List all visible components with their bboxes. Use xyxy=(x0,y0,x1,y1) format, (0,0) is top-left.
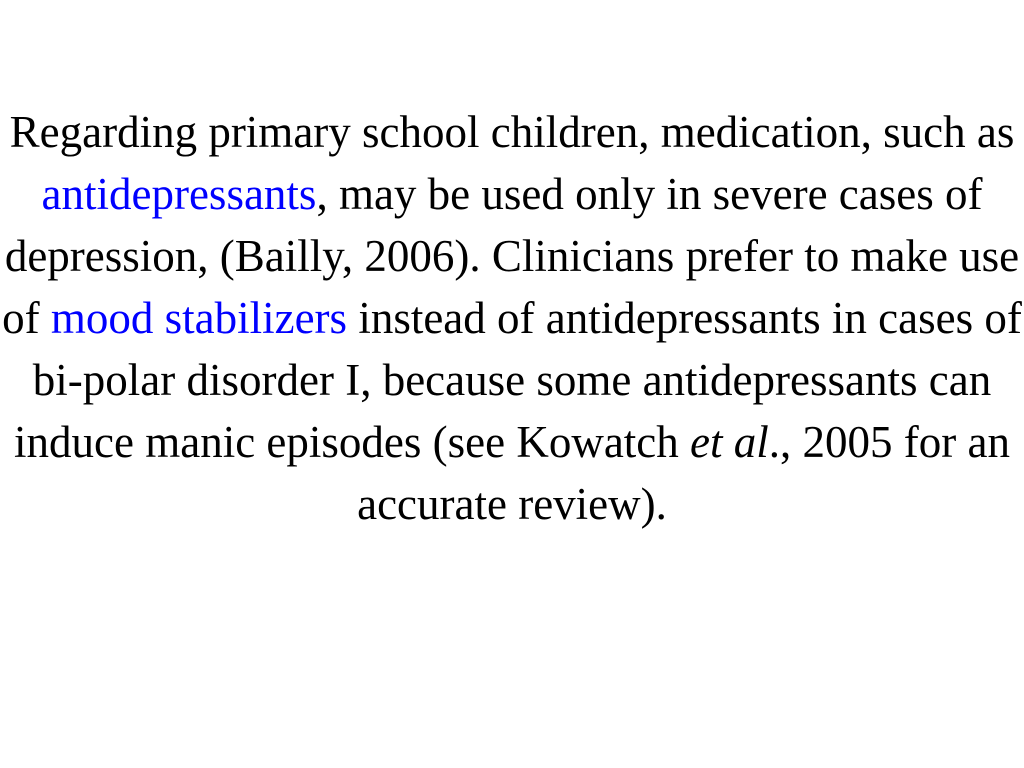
et-al-italic: et al xyxy=(690,417,769,467)
body-paragraph xyxy=(0,101,1024,535)
paragraph-text-4: ., 2005 for an accurate review). xyxy=(357,417,1010,529)
paragraph-text-2: , may be used only in severe cases of depression, (Bailly, 2006). Clinicians prefer to make use of xyxy=(2,169,1020,343)
antidepressants-link[interactable]: antidepressants xyxy=(41,169,317,219)
mood-stabilizers-link[interactable]: mood stabilizers xyxy=(50,293,348,343)
paragraph-text-1: Regarding primary school children, medication, such as xyxy=(9,107,1015,157)
paragraph-text-3: instead of antidepressants in cases of bi-polar disorder I, because some antidepressants can induce manic episodes (see Kowatch xyxy=(14,293,1022,467)
